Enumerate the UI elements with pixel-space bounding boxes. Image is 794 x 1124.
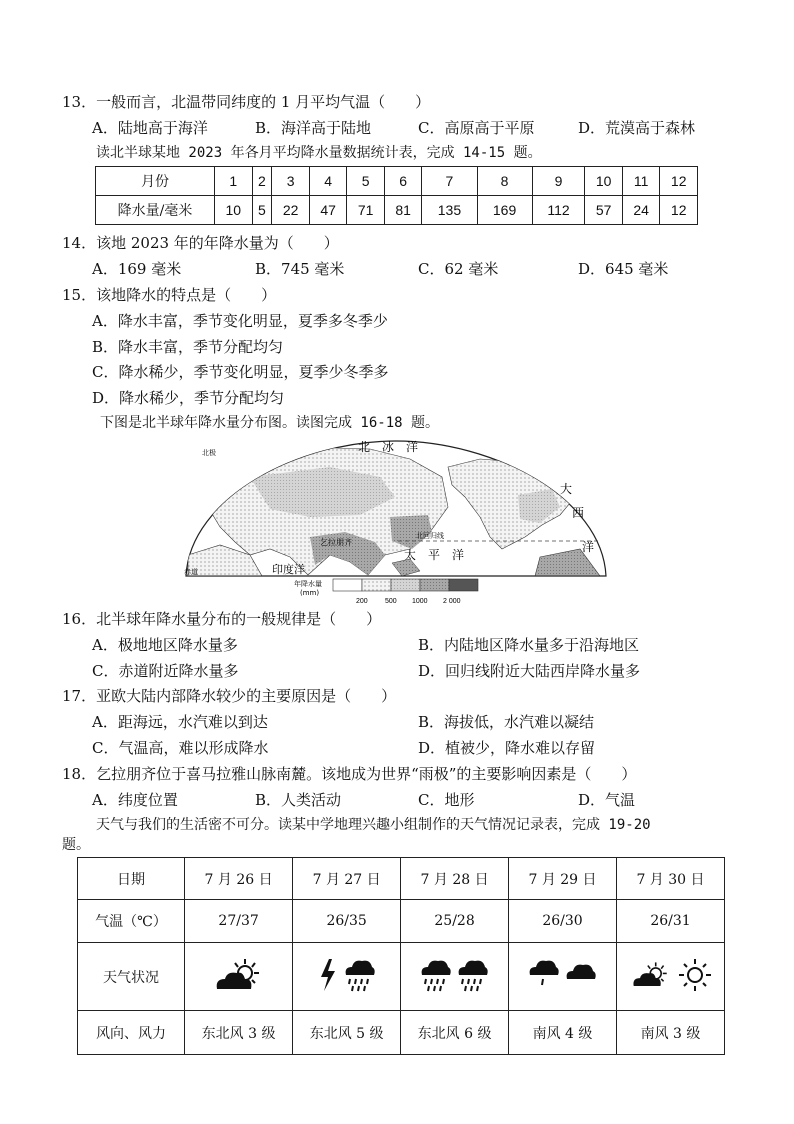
condition-cell xyxy=(509,943,617,1011)
wind-cell: 东北风 5 级 xyxy=(293,1011,401,1055)
precip-cell: 81 xyxy=(384,196,422,225)
table-row xyxy=(78,1011,725,1055)
intro-19-20-line2: 题。 xyxy=(62,837,90,853)
light-rain-icon xyxy=(528,955,560,995)
legend-swatch-5 xyxy=(449,579,478,591)
q16-stem: 16．北半球年降水量分布的一般规律是（ ） xyxy=(62,610,382,628)
table-row xyxy=(78,900,725,943)
month-cell: 4 xyxy=(309,167,347,196)
q17-option-a: A．距海远，水汽难以到达 xyxy=(92,713,268,731)
q14-stem: 14．该地 2023 年的年降水量为（ ） xyxy=(62,234,339,252)
greenland xyxy=(550,443,592,471)
legend-tick: 200 xyxy=(356,598,368,605)
month-cell: 6 xyxy=(384,167,422,196)
date-cell: 7 月 27 日 xyxy=(293,858,401,900)
temp-cell: 25/28 xyxy=(401,900,509,943)
q18-option-d: D．气温 xyxy=(578,791,636,809)
month-cell: 3 xyxy=(272,167,310,196)
label-pacific: 太 平 洋 xyxy=(404,548,465,562)
q14-option-d: D．645 毫米 xyxy=(578,260,669,278)
condition-cell xyxy=(401,943,509,1011)
q16-option-c: C．赤道附近降水量多 xyxy=(92,662,239,680)
q15-option-c: C．降水稀少，季节变化明显，夏季少冬季多 xyxy=(92,363,389,381)
precipitation-map-svg xyxy=(180,437,612,609)
temp-cell: 26/35 xyxy=(293,900,401,943)
table-header-temp: 气温（℃） xyxy=(78,900,185,943)
table-header-precip: 降水量/毫米 xyxy=(96,196,215,225)
wind-cell: 南风 4 级 xyxy=(509,1011,617,1055)
precip-cell: 10 xyxy=(215,196,253,225)
q15-option-b: B．降水丰富，季节分配均匀 xyxy=(92,338,284,356)
precip-cell: 135 xyxy=(422,196,477,225)
thunder-icon xyxy=(317,955,339,995)
q14-option-b: B．745 毫米 xyxy=(255,260,345,278)
precip-cell: 12 xyxy=(660,196,698,225)
intro-19-20-line1: 天气与我们的生活密不可分。读某中学地理兴趣小组制作的天气情况记录表，完成 19-20 xyxy=(96,817,651,833)
table-header-month: 月份 xyxy=(96,167,215,196)
condition-cell xyxy=(616,943,724,1011)
rain-icon xyxy=(457,955,489,995)
legend-unit: (mm) xyxy=(300,589,320,597)
partly-cloudy-icon xyxy=(211,955,267,995)
table-row xyxy=(78,943,725,1011)
wind-cell: 东北风 3 级 xyxy=(185,1011,293,1055)
precip-table xyxy=(95,166,698,225)
intro-14-15: 读北半球某地 2023 年各月平均降水量数据统计表，完成 14-15 题。 xyxy=(96,145,542,161)
legend-swatch-4 xyxy=(420,579,449,591)
label-atlantic-2: 西 xyxy=(572,506,585,520)
month-cell: 2 xyxy=(252,167,272,196)
month-cell: 10 xyxy=(585,167,623,196)
precip-cell: 57 xyxy=(585,196,623,225)
label-indian-ocean: 印度洋 xyxy=(272,563,305,576)
table-row xyxy=(96,196,698,225)
month-cell: 8 xyxy=(477,167,532,196)
month-cell: 1 xyxy=(215,167,253,196)
q17-stem: 17．亚欧大陆内部降水较少的主要原因是（ ） xyxy=(62,687,397,705)
condition-cell xyxy=(293,943,401,1011)
date-cell: 7 月 29 日 xyxy=(509,858,617,900)
precip-cell: 47 xyxy=(309,196,347,225)
q17-option-d: D．植被少，降水难以存留 xyxy=(418,739,596,757)
temp-cell: 26/30 xyxy=(509,900,617,943)
table-row xyxy=(78,858,725,900)
rain-icon xyxy=(344,955,376,995)
q16-option-b: B．内陆地区降水量多于沿海地区 xyxy=(418,636,640,654)
label-atlantic-3: 洋 xyxy=(582,540,595,554)
legend-swatch-2 xyxy=(362,579,391,591)
q18-stem: 18．乞拉朋齐位于喜马拉雅山脉南麓。该地成为世界“雨极”的主要影响因素是（ ） xyxy=(62,765,637,783)
q13-option-b: B．海洋高于陆地 xyxy=(255,119,372,137)
label-cherrapunji: 乞拉朋齐 xyxy=(320,538,352,547)
sunny-icon xyxy=(678,955,712,995)
q16-option-a: A．极地地区降水量多 xyxy=(92,636,238,654)
condition-cell xyxy=(185,943,293,1011)
month-cell: 11 xyxy=(622,167,660,196)
month-cell: 12 xyxy=(660,167,698,196)
q16-option-d: D．回归线附近大陆西岸降水量多 xyxy=(418,662,641,680)
legend-tick: 500 xyxy=(385,598,397,605)
q15-stem: 15．该地降水的特点是（ ） xyxy=(62,286,277,304)
wind-cell: 南风 3 级 xyxy=(616,1011,724,1055)
label-north-pole: 北极 xyxy=(202,449,216,457)
table-header-condition: 天气状况 xyxy=(78,943,185,1011)
weather-table xyxy=(77,857,725,1055)
month-cell: 5 xyxy=(347,167,385,196)
table-header-date: 日期 xyxy=(78,858,185,900)
partly-cloudy-icon xyxy=(629,955,673,995)
date-cell: 7 月 28 日 xyxy=(401,858,509,900)
precip-cell: 22 xyxy=(272,196,310,225)
legend-swatch-3 xyxy=(391,579,420,591)
date-cell: 7 月 26 日 xyxy=(185,858,293,900)
precipitation-map xyxy=(180,437,612,609)
cloudy-icon xyxy=(565,955,597,995)
q14-option-a: A．169 毫米 xyxy=(92,260,182,278)
q15-option-d: D．降水稀少，季节分配均匀 xyxy=(92,389,285,407)
intro-16-18: 下图是北半球年降水量分布图。读图完成 16-18 题。 xyxy=(100,415,439,431)
precip-cell: 169 xyxy=(477,196,532,225)
temp-cell: 27/37 xyxy=(185,900,293,943)
legend-tick: 2 000 xyxy=(443,598,461,605)
precip-cell: 71 xyxy=(347,196,385,225)
q13-option-d: D．荒漠高于森林 xyxy=(578,119,696,137)
temp-cell: 26/31 xyxy=(616,900,724,943)
q18-option-a: A．纬度位置 xyxy=(92,791,178,809)
legend-title: 年降水量 xyxy=(294,580,322,588)
label-arctic: 北 冰 洋 xyxy=(358,440,419,454)
q15-option-a: A．降水丰富，季节变化明显，夏季多冬季少 xyxy=(92,312,388,330)
precip-cell: 112 xyxy=(532,196,585,225)
legend-swatch-1 xyxy=(333,579,362,591)
table-row xyxy=(96,167,698,196)
rain-icon xyxy=(420,955,452,995)
q13-option-a: A．陆地高于海洋 xyxy=(92,119,208,137)
month-cell: 7 xyxy=(422,167,477,196)
q18-option-b: B．人类活动 xyxy=(255,791,342,809)
q17-option-c: C．气温高，难以形成降水 xyxy=(92,739,269,757)
month-cell: 9 xyxy=(532,167,585,196)
q18-option-c: C．地形 xyxy=(418,791,475,809)
q13-option-c: C．高原高于平原 xyxy=(418,119,535,137)
precip-cell: 5 xyxy=(252,196,272,225)
table-header-wind: 风向、风力 xyxy=(78,1011,185,1055)
label-atlantic-1: 大 xyxy=(560,482,573,496)
label-tropic: 北回归线 xyxy=(416,532,444,540)
label-equator: 赤道 xyxy=(184,568,198,576)
date-cell: 7 月 30 日 xyxy=(616,858,724,900)
legend-tick: 1000 xyxy=(412,598,428,605)
precip-cell: 24 xyxy=(622,196,660,225)
q17-option-b: B．海拔低，水汽难以凝结 xyxy=(418,713,595,731)
q14-option-c: C．62 毫米 xyxy=(418,260,499,278)
q13-stem: 13．一般而言，北温带同纬度的 1 月平均气温（ ） xyxy=(62,93,431,111)
wind-cell: 东北风 6 级 xyxy=(401,1011,509,1055)
